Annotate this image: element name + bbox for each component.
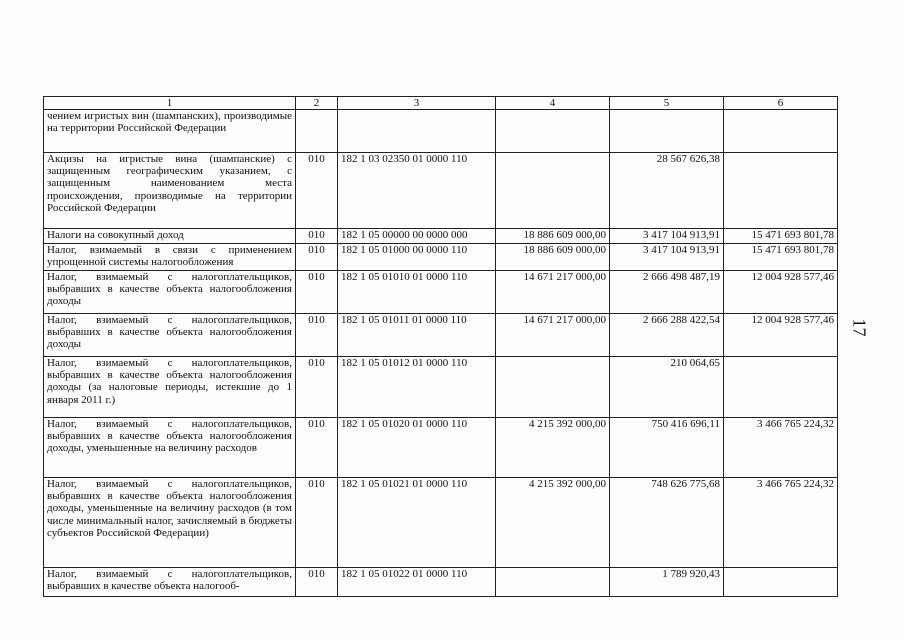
row-code: 010: [296, 568, 338, 597]
row-col6: 15 471 693 801,78: [724, 229, 838, 244]
row-col4: [496, 357, 610, 418]
row-col6: 12 004 928 577,46: [724, 271, 838, 314]
row-col5: [610, 110, 724, 153]
revenue-table: [43, 96, 838, 597]
row-col5: 750 416 696,11: [610, 418, 724, 478]
row-col4: 4 215 392 000,00: [496, 478, 610, 568]
row-code: 010: [296, 271, 338, 314]
row-code: [296, 110, 338, 153]
row-code: 010: [296, 478, 338, 568]
row-col4: [496, 568, 610, 597]
row-col4: [496, 110, 610, 153]
row-kbk: 182 1 05 01000 00 0000 110: [338, 244, 496, 271]
row-kbk: 182 1 05 01021 01 0000 110: [338, 478, 496, 568]
row-col6: [724, 357, 838, 418]
row-description: Налог, взимаемый с налогоплательщиков, выбравших в качестве объекта налогообложения доходы: [44, 314, 296, 357]
row-kbk: 182 1 05 01022 01 0000 110: [338, 568, 496, 597]
table-header-row: [44, 97, 838, 110]
table-row: [44, 357, 838, 418]
row-col6: 3 466 765 224,32: [724, 418, 838, 478]
page-number: 17: [849, 318, 870, 337]
row-col5: 210 064,65: [610, 357, 724, 418]
row-description: Налог, взимаемый с налогоплательщиков, выбравших в качестве объекта налогообложения доходы, уменьшенные на величину расходов: [44, 418, 296, 478]
row-col6: 15 471 693 801,78: [724, 244, 838, 271]
row-col5: 748 626 775,68: [610, 478, 724, 568]
row-code: 010: [296, 153, 338, 229]
header-cell-5: 5: [610, 97, 724, 110]
row-col6: [724, 568, 838, 597]
row-col4: 14 671 217 000,00: [496, 271, 610, 314]
table-row: [44, 418, 838, 478]
row-kbk: 182 1 03 02350 01 0000 110: [338, 153, 496, 229]
header-cell-2: 2: [296, 97, 338, 110]
row-col5: 3 417 104 913,91: [610, 229, 724, 244]
row-kbk: 182 1 05 01011 01 0000 110: [338, 314, 496, 357]
row-description: Налог, взимаемый с налогоплательщиков, выбравших в качестве объекта налогооб-: [44, 568, 296, 597]
row-code: 010: [296, 314, 338, 357]
table-row: [44, 153, 838, 229]
row-kbk: 182 1 05 01012 01 0000 110: [338, 357, 496, 418]
row-code: 010: [296, 418, 338, 478]
row-col4: 4 215 392 000,00: [496, 418, 610, 478]
row-description: Налог, взимаемый с налогоплательщиков, выбравших в качестве объекта налогообложения доходы (за налоговые периоды, истекшие до 1 января 2011 г.): [44, 357, 296, 418]
row-col6: 12 004 928 577,46: [724, 314, 838, 357]
row-code: 010: [296, 229, 338, 244]
row-description: Налог, взимаемый с налогоплательщиков, выбравших в качестве объекта налогообложения доходы, уменьшенные на величину расходов (в том числе минимальный налог, зачисляемый в бюджеты субъектов Российской Федерации): [44, 478, 296, 568]
row-code: 010: [296, 357, 338, 418]
row-code: 010: [296, 244, 338, 271]
row-col6: [724, 153, 838, 229]
row-col5: 28 567 626,38: [610, 153, 724, 229]
row-description: Налог, взимаемый в связи с применением упрощенной системы налогообложения: [44, 244, 296, 271]
header-cell-4: 4: [496, 97, 610, 110]
row-col5: 3 417 104 913,91: [610, 244, 724, 271]
row-description: Налоги на совокупный доход: [44, 229, 296, 244]
row-col5: 1 789 920,43: [610, 568, 724, 597]
table-row: [44, 568, 838, 597]
row-col6: 3 466 765 224,32: [724, 478, 838, 568]
row-col4: 18 886 609 000,00: [496, 244, 610, 271]
row-col4: 14 671 217 000,00: [496, 314, 610, 357]
row-kbk: [338, 110, 496, 153]
row-col4: 18 886 609 000,00: [496, 229, 610, 244]
row-col4: [496, 153, 610, 229]
row-kbk: 182 1 05 01020 01 0000 110: [338, 418, 496, 478]
header-cell-6: 6: [724, 97, 838, 110]
row-col6: [724, 110, 838, 153]
table-row: [44, 110, 838, 153]
row-description: чением игристых вин (шампанских), производимые на территории Российской Федерации: [44, 110, 296, 153]
row-description: Налог, взимаемый с налогоплательщиков, выбравших в качестве объекта налогообложения доходы: [44, 271, 296, 314]
row-kbk: 182 1 05 01010 01 0000 110: [338, 271, 496, 314]
header-cell-1: 1: [44, 97, 296, 110]
table-row: [44, 244, 838, 271]
table-row: [44, 314, 838, 357]
row-col5: 2 666 288 422,54: [610, 314, 724, 357]
table-row: [44, 478, 838, 568]
header-cell-3: 3: [338, 97, 496, 110]
row-col5: 2 666 498 487,19: [610, 271, 724, 314]
table-row: [44, 229, 838, 244]
table-row: [44, 271, 838, 314]
row-description: Акцизы на игристые вина (шампанские) с защищенным географическим указанием, с защищенным наименованием места происхождения, производимые на территории Российской Федерации: [44, 153, 296, 229]
row-kbk: 182 1 05 00000 00 0000 000: [338, 229, 496, 244]
